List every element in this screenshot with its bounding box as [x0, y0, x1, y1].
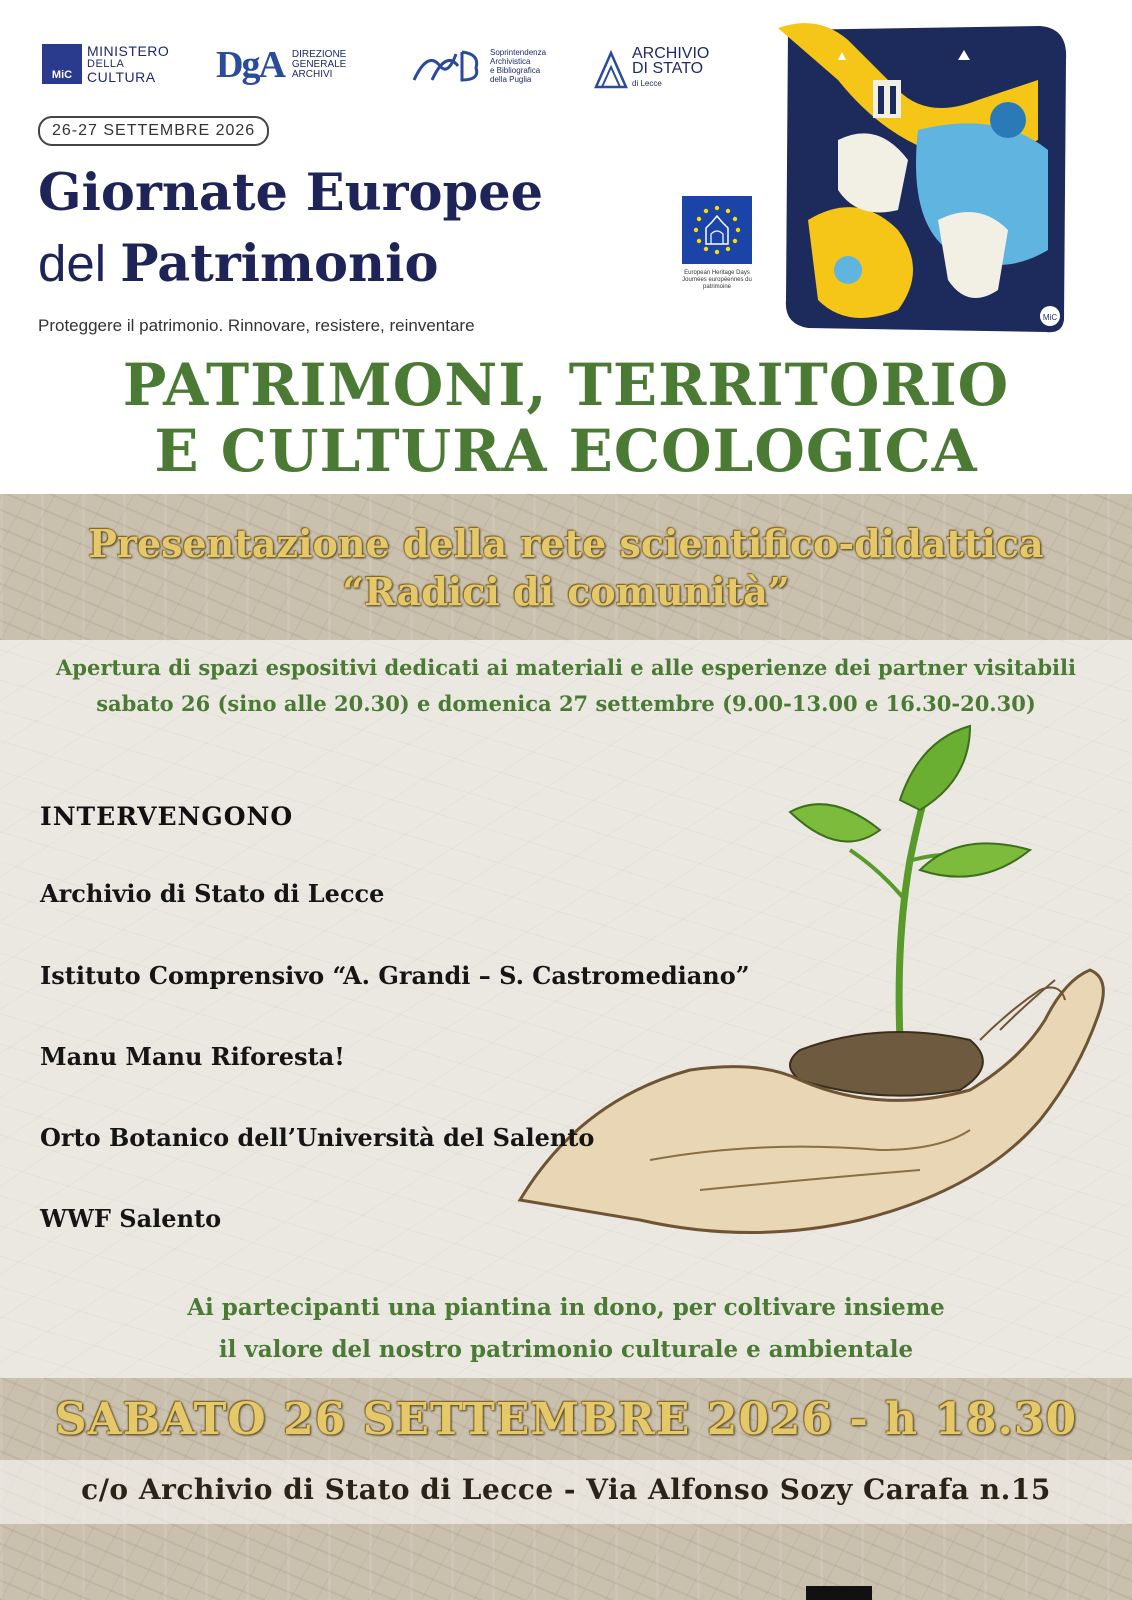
- logo-ministero-cultura: MiC MINISTERO DELLA CULTURA: [42, 44, 177, 84]
- main-title: PATRIMONI, TERRITORIO E CULTURA ECOLOGICA: [122, 351, 1010, 485]
- archive-triangle-icon: [594, 49, 628, 89]
- event-date-time: SABATO 26 SETTEMBRE 2026 - h 18.30: [54, 1394, 1078, 1445]
- event-location: c/o Archivio di Stato di Lecce - Via Alfonso Sozy Carafa n.15: [81, 1473, 1051, 1506]
- network-name: “Radici di comunità”: [342, 569, 790, 614]
- logo-direzione-generale-archivi: DgA DIREZIONE GENERALE ARCHIVI: [216, 44, 347, 86]
- plant-in-hand-illustration: [500, 720, 1120, 1280]
- presentation-title: Presentazione della rete scientifico-didattica: [88, 521, 1044, 566]
- speaker-item: Istituto Comprensivo “A. Grandi – S. Castromediano”: [40, 961, 750, 990]
- gift-note-line1: Ai partecipanti una piantina in dono, per coltivare insieme: [187, 1294, 945, 1321]
- eu-flag-icon: [682, 196, 752, 264]
- speaker-item: Manu Manu Riforesta!: [40, 1042, 345, 1071]
- logo-soprintendenza: Soprintendenza Archivistica e Bibliografica della Puglia: [410, 46, 560, 86]
- art-mic-badge: MiC: [1042, 313, 1058, 322]
- eu-caption: European Heritage Days Journées européennes du patrimoine: [682, 270, 752, 290]
- speaker-item: WWF Salento: [40, 1204, 222, 1233]
- corner-bar: [806, 1586, 872, 1600]
- opening-info-line2: sabato 26 (sino alle 20.30) e domenica 27 settembre (9.00-13.00 e 16.30-20.30): [96, 691, 1036, 716]
- gift-note-line2: il valore del nostro patrimonio culturale e ambientale: [218, 1336, 914, 1363]
- logo-archivio-stato-lecce: ARCHIVIO DI STATO di Lecce: [594, 46, 732, 91]
- page-title-line2: del Patrimonio: [38, 234, 439, 294]
- speaker-item: Archivio di Stato di Lecce: [40, 879, 385, 908]
- speakers-heading: INTERVENGONO: [40, 802, 294, 831]
- dga-logo-icon: DgA: [216, 44, 284, 86]
- sab-logo-icon: [410, 46, 482, 86]
- page-title: Giornate Europee: [38, 163, 544, 223]
- opening-info-line1: Apertura di spazi espositivi dedicati ai materiali e alle esperienze dei partner visitabili: [56, 655, 1076, 680]
- heritage-days-artwork: [778, 20, 1070, 336]
- event-dates-badge: 26-27 SETTEMBRE 2026: [38, 116, 269, 146]
- mic-logo-icon: MiC: [42, 44, 82, 84]
- page-subtitle: Proteggere il patrimonio. Rinnovare, resistere, reinventare: [38, 316, 475, 335]
- speaker-item: Orto Botanico dell’Università del Salento: [40, 1123, 595, 1152]
